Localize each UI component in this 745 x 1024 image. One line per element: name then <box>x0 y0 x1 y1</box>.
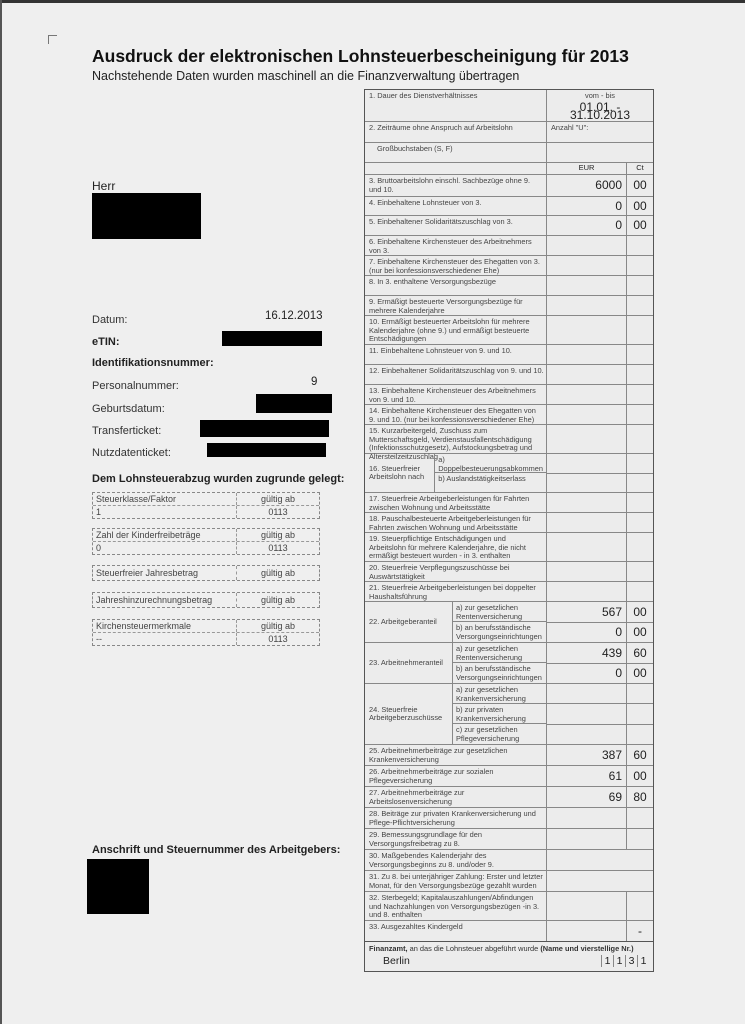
ct-value <box>627 236 653 255</box>
row-label: 27. Arbeitnehmerbeiträge zur Arbeitslosenversicherung <box>365 787 547 807</box>
eur-value <box>547 704 627 723</box>
ct-value: 00 <box>633 666 647 680</box>
row-label: 25. Arbeitnehmerbeiträge zur gesetzlichen Krankenversicherung <box>365 745 547 765</box>
ct-value <box>627 316 653 344</box>
ct-value <box>627 684 653 703</box>
eur-value <box>547 474 627 492</box>
dauer-value: 01.01. - 31.10.2013 <box>569 99 631 122</box>
split-cell <box>365 684 547 744</box>
eur-value <box>547 316 627 344</box>
row-label: 13. Einbehaltene Kirchensteuer des Arbeitnehmers von 9. und 10. <box>365 385 547 404</box>
form-row-26 <box>365 766 653 787</box>
nutzdatenticket-label: Nutzdatenticket: <box>92 447 171 459</box>
row-label: 28. Beiträge zur privaten Krankenversicherung und Pflege-Pflichtversicherung <box>365 808 547 828</box>
currency-header <box>365 163 653 175</box>
sub-label: a) Doppelbesteuerungsabkommen <box>435 454 546 473</box>
page-edge <box>0 0 745 3</box>
lohnsteuer-form <box>364 89 654 972</box>
redacted-employer <box>87 859 149 914</box>
eur-value <box>547 725 627 744</box>
ct-value <box>627 829 653 849</box>
col-label: Anzahl "U": <box>551 123 589 132</box>
ct-header: Ct <box>636 163 644 173</box>
form-row-29 <box>365 829 653 850</box>
finanzamt-label-text: an das die Lohnsteuer abgeführt wurde <box>407 944 541 953</box>
row-label: 2. Zeiträume ohne Anspruch auf Arbeitslohn <box>365 122 547 142</box>
sub-label: b) Auslandstätigkeitserlass <box>438 474 526 483</box>
box-label: Jahreshinzurechnungsbetrag <box>93 593 237 607</box>
eur-value: 0 <box>547 197 627 215</box>
geburtsdatum-label: Geburtsdatum: <box>92 403 165 415</box>
eur-value <box>547 236 627 255</box>
box-valid-from: 0113 <box>268 507 288 517</box>
form-row-33 <box>365 921 653 941</box>
form-row-8 <box>365 276 653 296</box>
form-row-10 <box>365 316 653 345</box>
eur-value: 0 <box>547 623 627 643</box>
page-edge <box>0 0 2 1024</box>
row-label: 23. Arbeitnehmeranteil <box>365 643 453 683</box>
eur-value <box>547 533 627 561</box>
finanzamt-name-row <box>369 953 649 969</box>
row-label: 12. Einbehaltener Solidaritätszuschlag von 9. und 10. <box>365 365 547 384</box>
box-label: Steuerklasse/Faktor <box>93 493 237 505</box>
finanzamt-number <box>601 955 649 967</box>
row-label: 1. Dauer des Dienstverhältnisses <box>365 90 547 121</box>
sub-values <box>547 643 653 683</box>
row-label: 10. Ermäßigt besteuerter Arbeitslohn für mehrere Kalenderjahre (ohne 9.) und ermäßigt besteuerte Entschädigungen <box>365 316 547 344</box>
form-row-2b <box>365 143 653 163</box>
row-label: 9. Ermäßigt besteuerte Versorgungsbezüge für mehrere Kalenderjahre <box>365 296 547 315</box>
row-label: 4. Einbehaltene Lohnsteuer von 3. <box>365 197 547 215</box>
empty-cell <box>547 143 653 162</box>
finanzamt-label-bold: Finanzamt, <box>369 944 408 953</box>
corner-mark-icon <box>48 35 57 44</box>
ct-value: 60 <box>633 747 647 762</box>
datum-value: 16.12.2013 <box>265 310 323 322</box>
form-row-22 <box>365 602 653 643</box>
eur-value <box>547 296 627 315</box>
eur-value <box>547 365 627 384</box>
box-label: Zahl der Kinderfreibeträge <box>93 529 237 541</box>
form-row-6 <box>365 236 653 256</box>
ct-value: 00 <box>633 768 647 783</box>
redacted-name-address <box>92 193 201 239</box>
row-label: 26. Arbeitnehmerbeiträge zur sozialen Pflegeversicherung <box>365 766 547 786</box>
document-title: Ausdruck der elektronischen Lohnsteuerbescheinigung für 2013 <box>92 46 629 66</box>
finanzamt-label <box>369 944 649 953</box>
eur-value: 61 <box>547 766 627 786</box>
box-valid-label: gültig ab <box>260 568 296 578</box>
eur-value <box>547 562 627 581</box>
datum-label: Datum: <box>92 314 128 326</box>
sub-labels <box>453 643 546 683</box>
box-valid-label: gültig ab <box>260 621 296 631</box>
form-row-2 <box>365 122 653 143</box>
ct-value <box>627 562 653 581</box>
row-label: 20. Steuerfreie Verpflegungszuschüsse bei Auswärtstätigkeit <box>365 562 547 581</box>
ct-value: 00 <box>633 198 647 213</box>
finanzamt-label-suffix: (Name und vierstellige Nr.) <box>540 944 634 953</box>
eur-value <box>547 513 627 532</box>
finanzamt-digit: 1 <box>637 955 649 967</box>
sub-label: b) zur privaten Krankenversicherung <box>453 704 546 724</box>
personalnummer-value: 9 <box>311 376 318 388</box>
eur-value: 69 <box>547 787 627 807</box>
form-row-16 <box>365 454 653 493</box>
form-row-19 <box>365 533 653 562</box>
split-cell <box>365 454 547 492</box>
sub-labels <box>453 684 546 744</box>
eur-value: 567 <box>547 602 627 622</box>
finanzamt-name: Berlin <box>383 955 410 967</box>
ct-value: - <box>638 923 642 938</box>
form-row-17 <box>365 493 653 513</box>
eur-value <box>547 385 627 404</box>
sub-label: b) an berufsständische Versorgungseinrichtungen <box>456 664 542 682</box>
box-valid-from: 0113 <box>268 543 288 553</box>
ct-value <box>627 704 653 723</box>
form-row-20 <box>365 562 653 582</box>
sub-label: b) an berufsständische Versorgungseinrichtungen <box>456 623 542 641</box>
sub-values <box>547 602 653 642</box>
eur-header: EUR <box>547 163 627 174</box>
sub-label: a) zur gesetzlichen Rentenversicherung <box>453 602 546 622</box>
finanzamt-digit: 1 <box>601 955 613 967</box>
split-cell <box>365 643 547 683</box>
ct-value: 00 <box>633 178 647 193</box>
form-row-30 <box>365 850 653 871</box>
ct-value <box>627 474 653 492</box>
form-row-3 <box>365 175 653 197</box>
eur-value <box>547 808 627 828</box>
row-label: 19. Steuerpflichtige Entschädigungen und Arbeitslohn für mehrere Kalenderjahre, die nicht ermäßigt besteuert wurden - in 3. enthalten <box>365 533 547 561</box>
ct-value <box>627 582 653 601</box>
row-label: 16. Steuerfreier Arbeitslohn nach <box>365 454 435 492</box>
row-label: 5. Einbehaltener Solidaritätszuschlag von 3. <box>365 216 547 235</box>
eur-value <box>547 276 627 295</box>
steuerklasse-box <box>92 492 320 519</box>
etin-label: eTIN: <box>92 336 120 348</box>
form-row-23 <box>365 643 653 684</box>
form-row-15 <box>365 425 653 461</box>
eur-value <box>547 425 627 453</box>
ct-value: 60 <box>633 645 647 660</box>
row-label: 29. Bemessungsgrundlage für den Versorgungsfreibetrag zu 8. <box>365 829 547 849</box>
value-cell <box>547 871 653 891</box>
row-label: 8. In 3. enthaltene Versorgungsbezüge <box>365 276 547 295</box>
eur-value <box>547 684 627 703</box>
eur-value: 387 <box>547 745 627 765</box>
row-label: 18. Pauschalbesteuerte Arbeitgeberleistungen für Fahrten zwischen Wohnung und Arbeitsstätte <box>365 513 547 532</box>
redacted-transferticket <box>200 420 329 437</box>
eur-value <box>547 454 627 473</box>
form-row-5 <box>365 216 653 236</box>
salutation: Herr <box>92 179 116 193</box>
ct-value <box>627 725 653 744</box>
box-value: 1 <box>93 506 237 518</box>
row-label: 22. Arbeitgeberanteil <box>365 602 453 642</box>
redacted-nutzdatenticket <box>207 443 326 457</box>
sub-labels <box>435 454 546 492</box>
row-label: 14. Einbehaltene Kirchensteuer des Ehegatten von 9. und 10. (nur bei konfessionsverschiedener Ehe) <box>365 405 547 424</box>
dauer-cell <box>547 90 653 121</box>
split-cell <box>365 602 547 642</box>
kirchensteuermerkmale-box <box>92 619 320 646</box>
box-valid-label: gültig ab <box>260 530 296 540</box>
ct-value <box>627 892 653 920</box>
box-valid-label: gültig ab <box>260 494 296 504</box>
row-label: 30. Maßgebendes Kalenderjahr des Versorgungsbeginns zu 8. und/oder 9. <box>365 850 547 870</box>
ct-value <box>627 513 653 532</box>
form-row-18 <box>365 513 653 533</box>
ct-value <box>627 493 653 512</box>
redacted-etin <box>222 331 322 346</box>
steuerfreier-jahresbetrag-box <box>92 565 320 581</box>
eur-value <box>547 582 627 601</box>
sub-values <box>547 684 653 744</box>
eur-value <box>547 892 627 920</box>
form-row-13 <box>365 385 653 405</box>
finanzamt-digit: 3 <box>625 955 637 967</box>
eur-value <box>547 405 627 424</box>
row-label: 33. Ausgezahltes Kindergeld <box>365 921 547 941</box>
ct-value: 00 <box>633 604 647 619</box>
form-row-11 <box>365 345 653 365</box>
ct-value <box>627 808 653 828</box>
ct-value <box>627 276 653 295</box>
ct-value <box>627 405 653 424</box>
ct-value <box>627 454 653 473</box>
row-label: 3. Bruttoarbeitslohn einschl. Sachbezüge ohne 9. und 10. <box>365 175 547 196</box>
form-row-14 <box>365 405 653 425</box>
row-label: 17. Steuerfreie Arbeitgeberleistungen für Fahrten zwischen Wohnung und Arbeitsstätte <box>365 493 547 512</box>
row-label: 31. Zu 8. bei unterjähriger Zahlung: Erster und letzter Monat, für den Versorgungsbezüge gezahlt wurden <box>365 871 547 891</box>
sub-label: c) zur gesetzlichen Pflegeversicherung <box>456 725 520 743</box>
form-row-12 <box>365 365 653 385</box>
row-label: 21. Steuerfreie Arbeitgeberleistungen bei doppelter Haushaltsführung <box>365 582 547 601</box>
ct-value: 00 <box>633 625 647 639</box>
eur-value: 439 <box>547 643 627 663</box>
form-row-31 <box>365 871 653 892</box>
ct-value <box>627 365 653 384</box>
form-row-32 <box>365 892 653 921</box>
finanzamt-section <box>365 941 653 971</box>
box-label: Kirchensteuermerkmale <box>93 620 237 632</box>
eur-value <box>547 829 627 849</box>
ct-value: 00 <box>633 218 647 233</box>
ct-value <box>627 385 653 404</box>
box-valid-label: gültig ab <box>260 595 296 605</box>
form-row-25 <box>365 745 653 766</box>
form-row-21 <box>365 582 653 602</box>
eur-value: 0 <box>547 216 627 235</box>
form-row-4 <box>365 197 653 216</box>
ct-value: 80 <box>633 789 647 804</box>
form-row-7 <box>365 256 653 276</box>
eur-value <box>547 345 627 364</box>
eur-value <box>547 921 627 941</box>
sub-label: a) zur gesetzlichen Rentenversicherung <box>453 643 546 663</box>
ct-value <box>627 533 653 561</box>
box-label: Steuerfreier Jahresbetrag <box>93 566 237 580</box>
eur-value <box>547 493 627 512</box>
ct-value <box>627 425 653 453</box>
sub-label: a) zur gesetzlichen Krankenversicherung <box>453 684 546 704</box>
form-row-1 <box>365 90 653 122</box>
row-label: 11. Einbehaltene Lohnsteuer von 9. und 10. <box>365 345 547 364</box>
finanzamt-digit: 1 <box>613 955 625 967</box>
eur-value: 0 <box>547 664 627 684</box>
abzug-heading: Dem Lohnsteuerabzug wurden zugrunde gelegt: <box>92 473 345 485</box>
row-label: 6. Einbehaltene Kirchensteuer des Arbeitnehmers von 3. <box>365 236 547 255</box>
empty-cell <box>365 163 547 174</box>
box-value: 0 <box>93 542 237 554</box>
eur-value <box>547 256 627 275</box>
form-row-27 <box>365 787 653 808</box>
form-row-9 <box>365 296 653 316</box>
form-row-24 <box>365 684 653 745</box>
row-label: 24. Steuerfreie Arbeitgeberzuschüsse <box>365 684 453 744</box>
value-cell <box>547 850 653 870</box>
kinderfreibetraege-box <box>92 528 320 555</box>
sub-values <box>547 454 653 492</box>
form-row-28 <box>365 808 653 829</box>
employer-heading: Anschrift und Steuernummer des Arbeitgebers: <box>92 844 341 856</box>
rows-3-15 <box>365 175 653 461</box>
col-label: vom - bis <box>585 91 615 100</box>
transferticket-label: Transferticket: <box>92 425 162 437</box>
box-value: -- <box>93 633 237 645</box>
idnr-label: Identifikationsnummer: <box>92 357 214 369</box>
redacted-geburtsdatum <box>256 394 332 413</box>
ct-value <box>627 256 653 275</box>
row-label: Großbuchstaben (S, F) <box>365 143 547 162</box>
ct-value <box>627 296 653 315</box>
document-subtitle: Nachstehende Daten wurden maschinell an die Finanzverwaltung übertragen <box>92 69 520 83</box>
ct-value <box>627 345 653 364</box>
box-valid-from: 0113 <box>268 634 288 644</box>
jahreshinzurechnungsbetrag-box <box>92 592 320 608</box>
row-label: 32. Sterbegeld; Kapitalauszahlungen/Abfindungen und Nachzahlungen von Versorgungsbezügen -in 3. und 8. enthalten <box>365 892 547 920</box>
row-label: 15. Kurzarbeitergeld, Zuschuss zum Mutterschaftsgeld, Verdienstausfallentschädigung (Infektionsschutzgesetz), Aufstockungsbetrag und Altersteilzeitzuschlag <box>365 425 547 453</box>
row-label: 7. Einbehaltene Kirchensteuer des Ehegatten von 3. (nur bei konfessionsverschiedener Ehe) <box>365 256 547 275</box>
eur-value: 6000 <box>547 175 627 196</box>
personalnummer-label: Personalnummer: <box>92 380 179 392</box>
sub-labels <box>453 602 546 642</box>
